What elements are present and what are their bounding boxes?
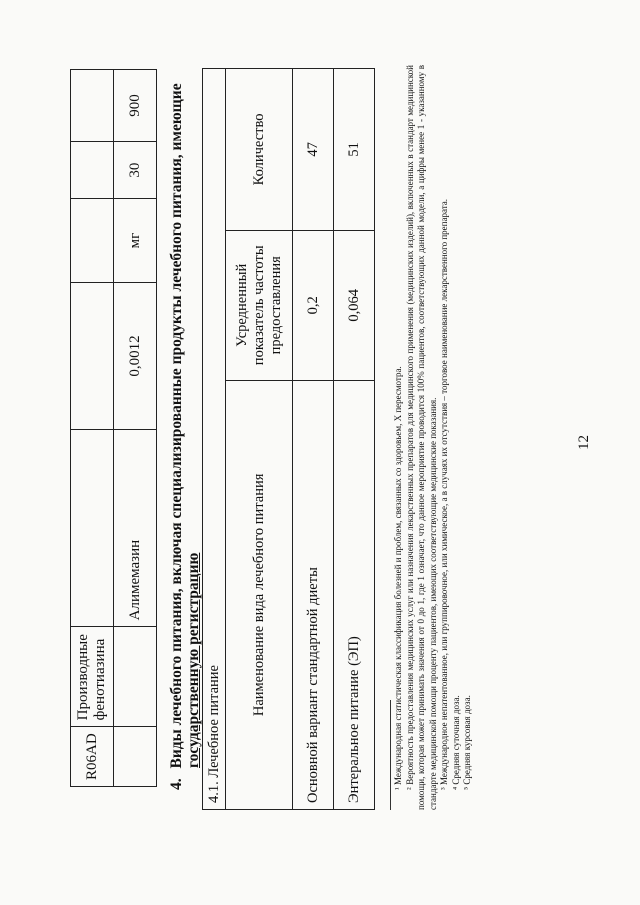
header-qty: Количество <box>226 69 293 231</box>
table-row <box>293 69 334 810</box>
diet-table <box>202 68 375 810</box>
footnote: ² Вероятность предоставления медицинских услуг или назначения лекарственных препаратов для медицинского применения (медицинских изделий), включенных в стандарт медицинской помощи, которая может принимать значения от 0 до 1, где 1 означает, что данное мероприятие проводится 100% пациентов, соответствующих данной модели, а цифры менее 1 - указанному в стандарте медицинской помощи проценту пациентов, имеющих соответствующие медицинские показания. <box>404 65 438 810</box>
footnote: ⁴ Средняя суточная доза. <box>450 695 461 790</box>
drug-table <box>70 69 157 787</box>
table-row <box>114 70 157 787</box>
diet-qty: 47 <box>293 69 334 231</box>
header-freq: Усредненный показатель частоты предоставления <box>226 230 293 380</box>
table-row <box>71 70 114 787</box>
footnotes <box>390 65 474 810</box>
freq-cell: 0,0012 <box>114 282 157 429</box>
section-title-cont: государственную регистрацию <box>185 552 202 768</box>
atc-group-name <box>114 627 157 727</box>
atc-code: R06AD <box>71 727 114 787</box>
header-name: Наименование вида лечебного питания <box>226 380 293 809</box>
footnote: ¹ Международная статистическая классификация болезней и проблем, связанных со здоровьем, X пересмотра. <box>393 366 403 790</box>
diet-name: Энтеральное питание (ЭП) <box>334 380 375 809</box>
unit-cell <box>71 199 114 283</box>
skd-cell <box>71 70 114 142</box>
table-row <box>334 69 375 810</box>
inn-cell <box>71 430 114 627</box>
section-title <box>168 70 202 790</box>
section-title-text: Виды лечебного питания, включая специализированные продукты лечебного питания, имеющие <box>168 83 185 769</box>
inn-cell: Алимемазин <box>114 430 157 627</box>
footnote-rule <box>390 700 391 810</box>
unit-cell: мг <box>114 199 157 283</box>
diet-freq: 0,2 <box>293 230 334 380</box>
ssd-cell: 30 <box>114 142 157 199</box>
page-number: 12 <box>576 435 592 450</box>
diet-table-caption: 4.1. Лечебное питание <box>203 69 226 810</box>
ssd-cell <box>71 142 114 199</box>
atc-code <box>114 727 157 787</box>
table-header-row <box>226 69 293 810</box>
freq-cell <box>71 282 114 429</box>
diet-name: Основной вариант стандартной диеты <box>293 380 334 809</box>
footnote: ⁵ Средняя курсовая доза. <box>462 695 472 790</box>
footnote: ³ Международное непатентованное, или группировочное, или химическое, а в случаях их отсутствия – торговое наименование лекарственного препарата. <box>439 199 449 790</box>
atc-group-name: Производные фенотиазина <box>71 627 114 727</box>
diet-qty: 51 <box>334 69 375 231</box>
section-number: 4. <box>168 778 185 790</box>
diet-freq: 0,064 <box>334 230 375 380</box>
skd-cell: 900 <box>114 70 157 142</box>
